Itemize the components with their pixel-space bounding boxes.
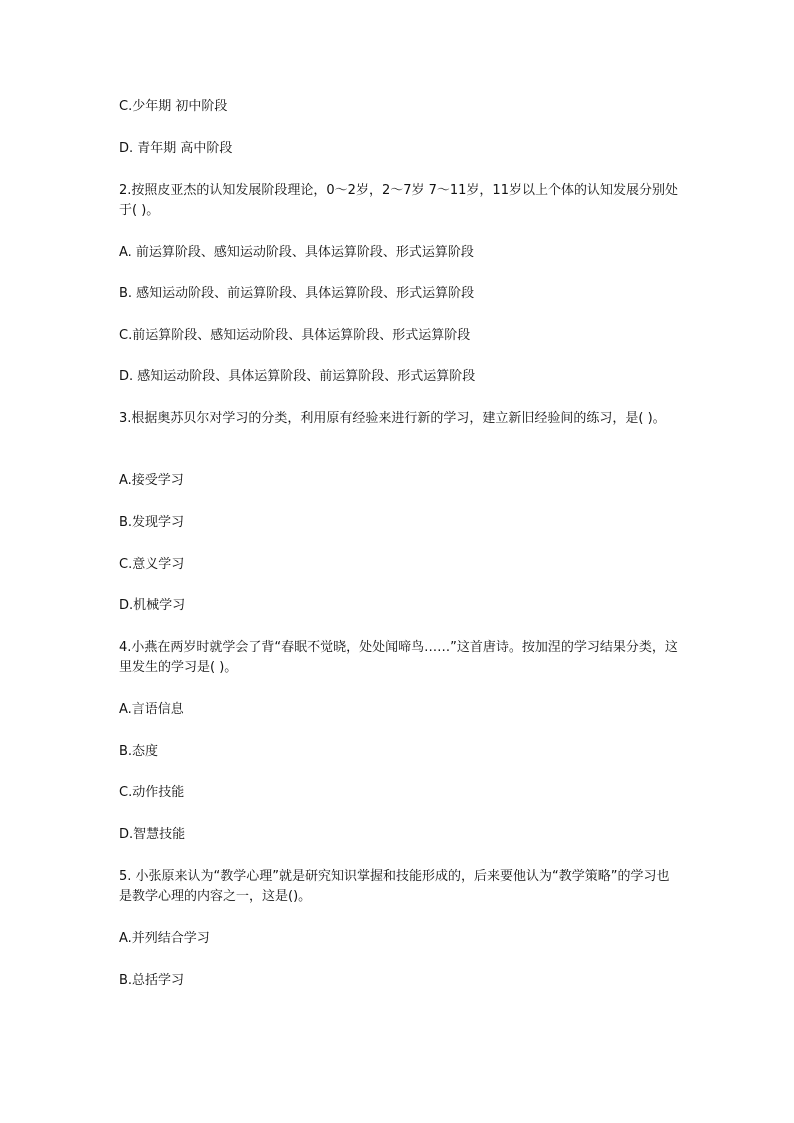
question-2-stem: 2.按照皮亚杰的认知发展阶段理论，0～2岁，2～7岁 7～11岁，11岁以上个体的认知发展分别处于( )。 (119, 183, 678, 218)
question-3-option-a: A.接受学习 (119, 473, 184, 488)
question-4-option-a: A.言语信息 (119, 702, 184, 717)
question-3-option-b: B.发现学习 (119, 515, 185, 530)
question-2-option-c: C.前运算阶段、感知运动阶段、具体运算阶段、形式运算阶段 (119, 328, 471, 343)
question-4-option-b: B.态度 (119, 744, 159, 759)
question-5-option-b: B.总括学习 (119, 973, 185, 988)
question-2-option-d: D. 感知运动阶段、具体运算阶段、前运算阶段、形式运算阶段 (119, 369, 476, 384)
question-3-stem: 3.根据奥苏贝尔对学习的分类，利用原有经验来进行新的学习，建立新旧经验间的练习，是( )。 (119, 411, 666, 426)
question-3-option-d: D.机械学习 (119, 598, 186, 613)
question-2-option-a: A. 前运算阶段、感知运动阶段、具体运算阶段、形式运算阶段 (119, 245, 474, 260)
question-4-option-c: C.动作技能 (119, 785, 185, 800)
question-5-stem: 5. 小张原来认为“教学心理”就是研究知识掌握和技能形成的，后来要他认为“教学策略”的学习也是教学心理的内容之一，这是()。 (119, 869, 670, 904)
question-2-option-b: B. 感知运动阶段、前运算阶段、具体运算阶段、形式运算阶段 (119, 286, 475, 301)
question-4-stem: 4.小燕在两岁时就学会了背“春眠不觉晓，处处闻啼鸟……”这首唐诗。按加涅的学习结果分类，这里发生的学习是( )。 (119, 640, 678, 675)
option-d-prev: D. 青年期 高中阶段 (119, 141, 233, 156)
question-4-option-d: D.智慧技能 (119, 827, 186, 842)
question-3-option-c: C.意义学习 (119, 557, 185, 572)
question-5-option-a: A.并列结合学习 (119, 931, 210, 946)
option-c-prev: C.少年期 初中阶段 (119, 99, 228, 114)
